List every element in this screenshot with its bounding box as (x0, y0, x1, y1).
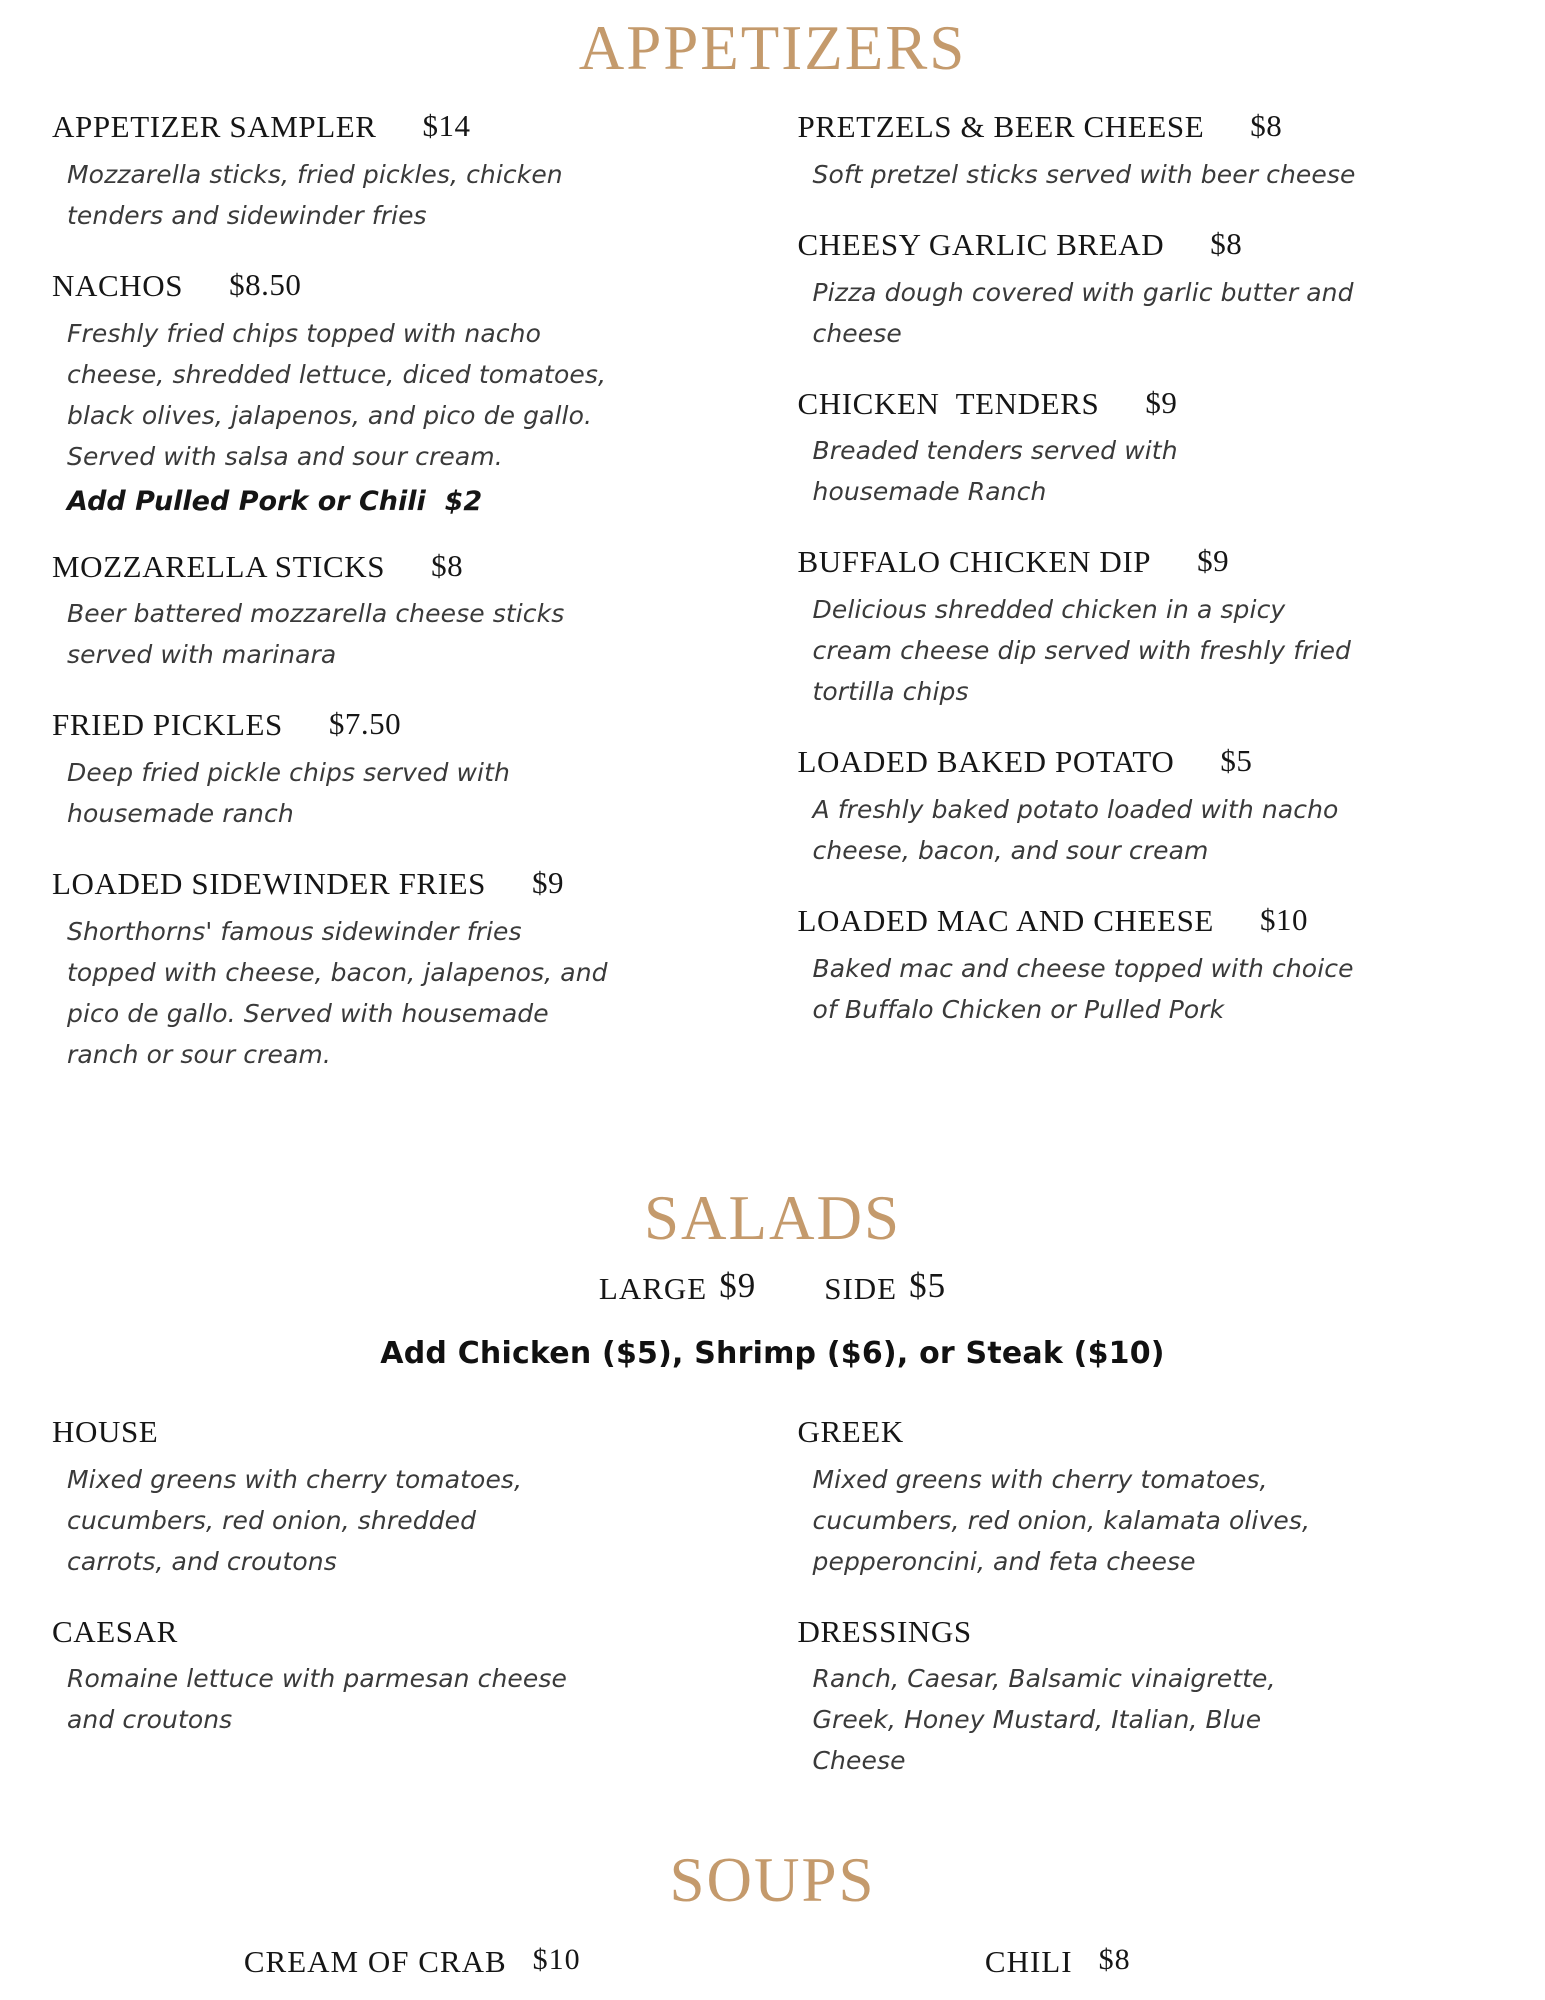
soups-row (52, 1944, 1493, 1980)
salads-sizes-line (52, 1265, 1493, 1308)
soups-title: SOUPS (669, 1845, 876, 1916)
item-description: Soft pretzel sticks served with beer cheese (812, 159, 1356, 189)
item-name: LOADED SIDEWINDER FRIES (52, 866, 486, 902)
menu-item-fried-pickles (52, 706, 748, 834)
item-name: CAESAR (52, 1613, 178, 1649)
item-header (798, 108, 1494, 147)
size-side-group (824, 1265, 947, 1306)
item-name: LOADED BAKED POTATO (797, 744, 1175, 780)
salads-columns (52, 1413, 1493, 1813)
item-description: Ranch, Caesar, Balsamic vinaigrette, Greek, Honey Mustard, Italian, Blue Cheese (812, 1664, 1276, 1776)
item-description: Deep fried pickle chips served with housemade ranch (67, 758, 510, 829)
appetizers-left-column (52, 108, 748, 1106)
item-name: CHILI (984, 1944, 1073, 1980)
item-price: $10 (1259, 901, 1308, 937)
item-price: $8 (431, 547, 464, 583)
item-name: NACHOS (52, 267, 184, 303)
item-description: Delicious shredded chicken in a spicy cream cheese dip served with freshly fried tortilla chips (812, 595, 1352, 707)
appetizers-title: APPETIZERS (578, 13, 967, 83)
item-addon-note: Add Pulled Pork or Chili $2 (67, 485, 483, 517)
menu-item-pretzels-beer-cheese (798, 108, 1494, 195)
item-description: Pizza dough covered with garlic butter and cheese (812, 277, 1354, 348)
menu-item-loaded-sidewinder-fries (52, 865, 748, 1075)
salads-right-column (790, 1413, 1494, 1813)
menu-item-caesar-salad (52, 1613, 748, 1741)
section-salads (52, 1184, 1493, 1813)
item-price: $9 (1145, 384, 1178, 420)
item-header (52, 706, 748, 745)
item-name: LOADED MAC AND CHEESE (797, 902, 1214, 938)
item-name: PRETZELS & BEER CHEESE (797, 109, 1205, 145)
section-soups (52, 1846, 1493, 1980)
item-price: $7.50 (328, 706, 402, 742)
item-description: Shorthorns' famous sidewinder fries topped with cheese, bacon, jalapenos, and pico de gallo. Served with housemade ranch or sour cream. (67, 916, 608, 1069)
item-header (798, 743, 1494, 782)
item-price: $10 (532, 1943, 581, 1977)
item-name: CREAM OF CRAB (243, 1944, 507, 1980)
item-header (798, 226, 1494, 265)
item-price: $5 (1220, 743, 1253, 779)
salads-addons-line: Add Chicken ($5), Shrimp ($6), or Steak ($10) (380, 1335, 1165, 1371)
item-description: Mixed greens with cherry tomatoes, cucumbers, red onion, shredded carrots, and croutons (67, 1464, 523, 1576)
item-header (52, 267, 748, 306)
item-price: $8 (1250, 108, 1283, 144)
item-description: Mozzarella sticks, fried pickles, chicken tenders and sidewinder fries (67, 159, 563, 230)
item-name: HOUSE (52, 1413, 159, 1449)
item-header (52, 108, 748, 147)
size-large-label: LARGE (598, 1270, 708, 1306)
item-description: Breaded tenders served with housemade Ranch (812, 436, 1178, 507)
item-header (798, 385, 1494, 424)
menu-item-greek-salad (798, 1413, 1494, 1582)
item-price: $9 (532, 865, 564, 901)
appetizers-columns (52, 108, 1493, 1106)
size-side-label: SIDE (824, 1270, 898, 1306)
menu-item-loaded-baked-potato (798, 743, 1494, 871)
salads-title: SALADS (643, 1182, 902, 1253)
section-appetizers (52, 14, 1493, 1106)
item-name: GREEK (797, 1413, 904, 1449)
item-price: $14 (422, 108, 471, 144)
item-header (798, 1413, 1494, 1452)
item-header (798, 1613, 1494, 1652)
menu-item-cream-of-crab (52, 1944, 773, 1980)
menu-item-mozzarella-sticks (52, 548, 748, 676)
item-header (798, 543, 1494, 582)
item-name: DRESSINGS (797, 1613, 972, 1649)
menu-item-chicken-tenders (798, 385, 1494, 513)
item-description: Freshly fried chips topped with nacho cheese, shredded lettuce, diced tomatoes, black olives, jalapenos, and pico de gallo. Served with salsa and sour cream. (67, 318, 606, 471)
item-header (52, 1413, 748, 1452)
menu-item-loaded-mac-and-cheese (798, 902, 1494, 1030)
size-large-group (598, 1265, 757, 1306)
item-description: Mixed greens with cherry tomatoes, cucumbers, red onion, kalamata olives, pepperoncini, and feta cheese (812, 1464, 1311, 1576)
item-price: $8 (1098, 1943, 1131, 1977)
item-price: $9 (1197, 543, 1230, 579)
item-name: FRIED PICKLES (52, 707, 283, 743)
item-name: MOZZARELLA STICKS (52, 548, 386, 584)
item-name: APPETIZER SAMPLER (52, 109, 377, 145)
menu-item-nachos (52, 267, 748, 517)
item-description: Romaine lettuce with parmesan cheese and croutons (67, 1664, 567, 1735)
menu-item-appetizer-sampler (52, 108, 748, 236)
item-header (52, 865, 748, 904)
menu-item-buffalo-chicken-dip (798, 543, 1494, 712)
item-name: CHEESY GARLIC BREAD (797, 226, 1165, 262)
menu-item-chili (773, 1944, 1494, 1980)
item-price: $8.50 (229, 266, 302, 302)
item-description: A freshly baked potato loaded with nacho cheese, bacon, and sour cream (812, 794, 1339, 865)
item-name: BUFFALO CHICKEN DIP (797, 544, 1152, 580)
size-side-price: $5 (909, 1265, 947, 1305)
menu-item-cheesy-garlic-bread (798, 226, 1494, 354)
item-description: Beer battered mozzarella cheese sticks served with marinara (67, 599, 565, 670)
appetizers-right-column (790, 108, 1494, 1106)
menu-item-house-salad (52, 1413, 748, 1582)
item-header (52, 548, 748, 587)
size-large-price: $9 (719, 1265, 757, 1305)
menu-item-dressings (798, 1613, 1494, 1782)
salads-left-column (52, 1413, 748, 1813)
item-description: Baked mac and cheese topped with choice of Buffalo Chicken or Pulled Pork (812, 953, 1354, 1024)
item-header (52, 1613, 748, 1652)
item-name: CHICKEN TENDERS (797, 385, 1100, 421)
item-price: $8 (1210, 225, 1243, 261)
item-header (798, 902, 1494, 941)
